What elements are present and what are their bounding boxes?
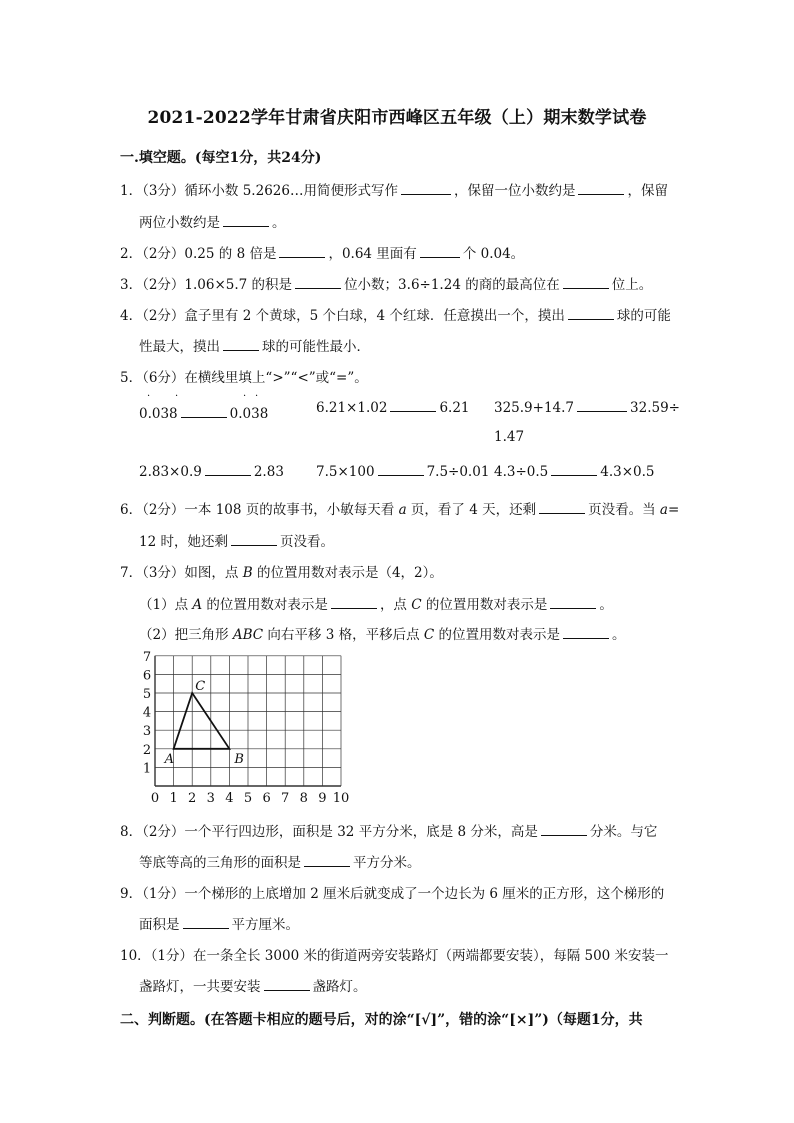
x-tick-label: 2 xyxy=(188,791,197,806)
section-2-heading: 二、判断题。(在答题卡相应的题号后，对的涂“[√]”，错的涂“[×]”)（每题1分，共 xyxy=(120,1012,643,1028)
question-7-part-1: （1）点 A 的位置用数对表示是 ，点 C 的位置用数对表示是 。 xyxy=(139,597,613,613)
question-7: 7．（3分）如图，点 B 的位置用数对表示是（4，2）。 xyxy=(120,565,443,581)
x-tick-label: 8 xyxy=(299,791,308,806)
answer-blank[interactable] xyxy=(390,398,436,412)
answer-blank[interactable] xyxy=(568,306,614,320)
answer-blank[interactable] xyxy=(577,398,627,412)
x-tick-label: 3 xyxy=(206,791,215,806)
answer-blank[interactable] xyxy=(563,275,609,289)
answer-blank[interactable] xyxy=(378,462,424,476)
question-1-line-1: 1．（3分）循环小数 5.2626…用简便形式写作 ，保留一位小数约是 ，保留 xyxy=(120,183,668,199)
answer-blank[interactable] xyxy=(264,977,310,991)
question-8-line-1: 8．（2分）一个平行四边形，面积是 32 平方分米，底是 8 分米，高是 分米。与它 xyxy=(120,824,658,840)
point-label-a: A xyxy=(164,751,174,767)
q5-item-3-cont: 1.47 xyxy=(494,429,525,445)
x-tick-label: 4 xyxy=(225,791,234,806)
recurring-dot: · xyxy=(243,391,247,402)
answer-blank[interactable] xyxy=(578,181,624,195)
answer-blank[interactable] xyxy=(279,244,325,258)
x-tick-label: 9 xyxy=(318,791,327,806)
question-3: 3．（2分）1.06×5.7 的积是 位小数；3.6÷1.24 的商的最高位在 位上。 xyxy=(120,277,653,293)
answer-blank[interactable] xyxy=(183,915,229,929)
point-label-c: C xyxy=(195,679,206,694)
y-tick-label: 6 xyxy=(142,668,152,684)
x-tick-label: 5 xyxy=(243,791,253,806)
answer-blank[interactable] xyxy=(539,500,585,514)
recurring-dot: · xyxy=(255,391,259,402)
y-tick-label: 5 xyxy=(142,687,152,702)
coordinate-grid xyxy=(138,648,358,808)
question-7-part-2: （2）把三角形 ABC 向右平移 3 格，平移后点 C 的位置用数对表示是 。 xyxy=(139,627,626,643)
question-6-line-1: 6．（2分）一本 108 页的故事书，小敏每天看 a 页，看了 4 天，还剩 页没看。当 a= xyxy=(120,502,680,518)
question-4-line-2: 性最大，摸出 球的可能性最小． xyxy=(139,339,370,355)
y-tick-label: 1 xyxy=(142,761,152,777)
answer-blank[interactable] xyxy=(223,337,259,351)
answer-blank[interactable] xyxy=(181,404,227,418)
y-tick-label: 2 xyxy=(142,742,152,758)
q5-item-6: 4.3÷0.5 4.3×0.5 xyxy=(494,464,655,480)
x-tick-label: 0 xyxy=(150,791,160,806)
x-tick-label: 10 xyxy=(332,791,350,806)
q5-item-2: 6.21×1.02 6.21 xyxy=(316,400,470,416)
answer-blank[interactable] xyxy=(205,462,251,476)
x-tick-label: 1 xyxy=(169,791,178,806)
triangle-abc xyxy=(174,693,230,749)
question-10-line-1: 10．（1分）在一条全长 3000 米的街道两旁安装路灯（两端都要安装），每隔 500 米安装一 xyxy=(120,948,669,964)
question-8-line-2: 等底等高的三角形的面积是 平方分米。 xyxy=(139,855,421,871)
answer-blank[interactable] xyxy=(331,595,377,609)
answer-blank[interactable] xyxy=(231,532,277,546)
answer-blank[interactable] xyxy=(551,462,597,476)
y-tick-label: 3 xyxy=(142,724,152,740)
x-tick-label: 7 xyxy=(281,791,290,806)
q5-item-4: 2.83×0.9 2.83 xyxy=(139,464,284,480)
q5-item-1: 0.038 0.038 xyxy=(139,406,269,422)
question-5-heading: 5．（6分）在横线里填上“>”“<”或“=”。 xyxy=(120,370,368,386)
answer-blank[interactable] xyxy=(304,853,350,867)
answer-blank[interactable] xyxy=(223,213,269,227)
question-6-line-2: 12 时，她还剩 页没看。 xyxy=(139,534,334,550)
x-tick-label: 6 xyxy=(262,791,271,806)
question-9-line-1: 9．（1分）一个梯形的上底增加 2 厘米后就变成了一个边长为 6 厘米的正方形，这个梯形的 xyxy=(120,886,665,902)
question-10-line-2: 盏路灯，一共要安装 盏路灯。 xyxy=(139,979,367,995)
recurring-dot: · xyxy=(147,391,151,402)
answer-blank[interactable] xyxy=(295,275,341,289)
q5-item-3: 325.9+14.7 32.59÷ xyxy=(494,400,680,416)
answer-blank[interactable] xyxy=(563,625,609,639)
question-9-line-2: 面积是 平方厘米。 xyxy=(139,917,299,933)
answer-blank[interactable] xyxy=(550,595,596,609)
recurring-dot: · xyxy=(175,391,179,402)
question-1-line-2: 两位小数约是 。 xyxy=(139,215,286,231)
point-label-b: B xyxy=(234,751,244,767)
question-4-line-1: 4．（2分）盒子里有 2 个黄球，5 个白球，4 个红球．任意摸出一个，摸出 球的可能 xyxy=(120,308,671,324)
answer-blank[interactable] xyxy=(401,181,451,195)
q5-item-5: 7.5×100 7.5÷0.01 xyxy=(316,464,490,480)
y-tick-label: 4 xyxy=(142,705,152,721)
answer-blank[interactable] xyxy=(541,822,587,836)
page-title: 2021-2022学年甘肃省庆阳市西峰区五年级（上）期末数学试卷 xyxy=(147,108,647,128)
question-2: 2．（2分）0.25 的 8 倍是 ，0.64 里面有 个 0.04。 xyxy=(120,246,525,262)
answer-blank[interactable] xyxy=(420,244,460,258)
y-tick-label: 7 xyxy=(142,649,152,665)
section-1-heading: 一.填空题。(每空1分，共24分) xyxy=(120,150,322,166)
